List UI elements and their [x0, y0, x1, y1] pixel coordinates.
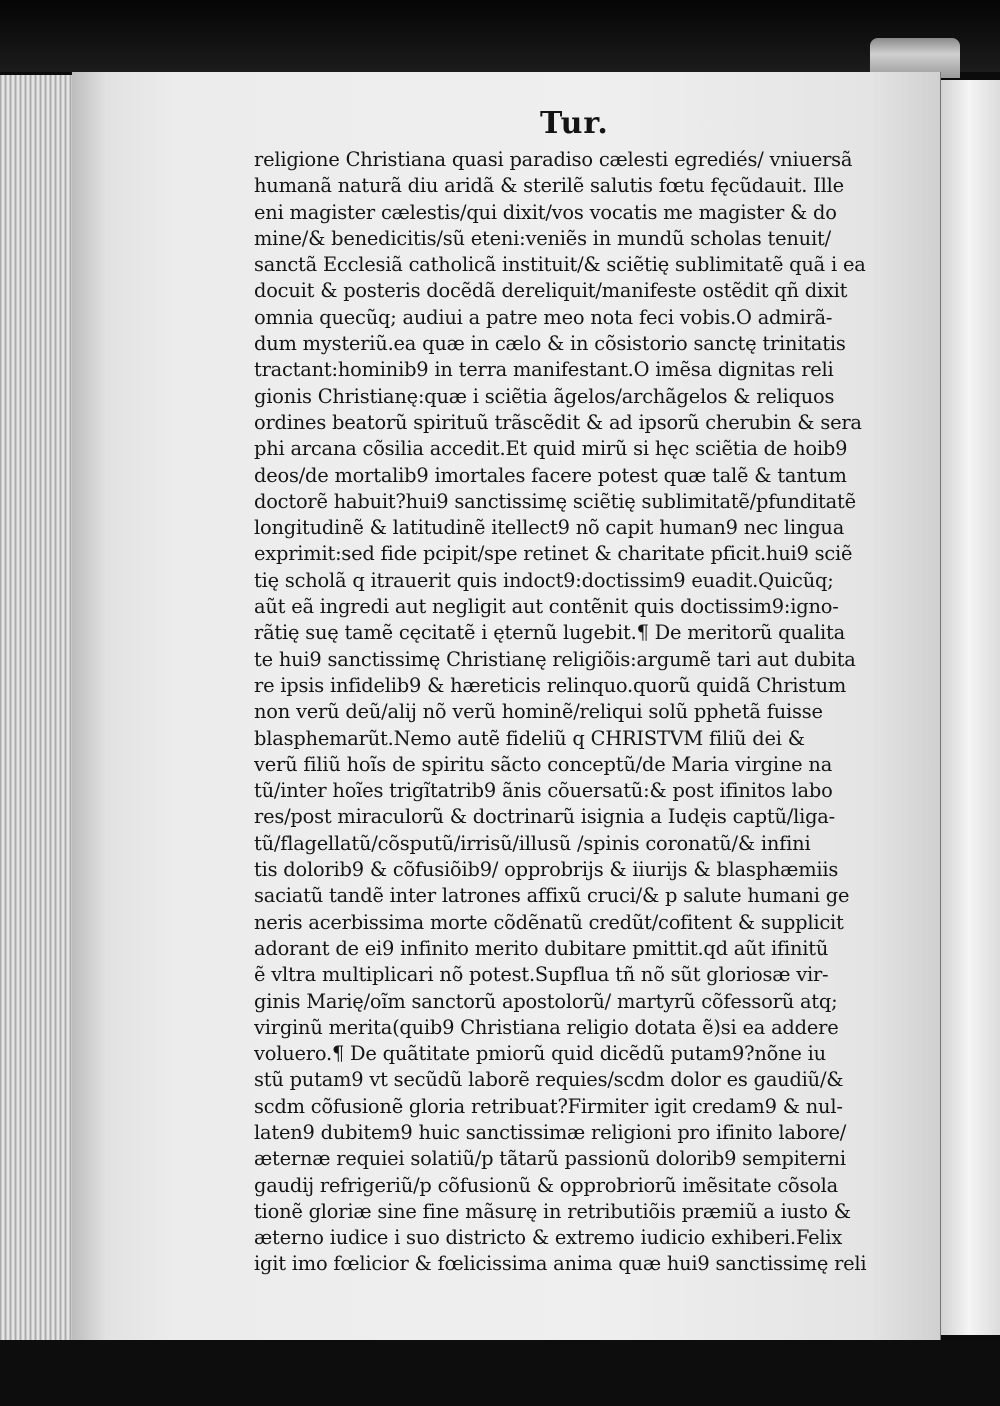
text-line: longitudinẽ & latitudinẽ itellect9 nõ capit human9 nec lingua	[254, 516, 845, 540]
facing-leaf-edge	[938, 80, 1000, 1335]
text-line: re ipsis infidelib9 & hæreticis relinquo.quorũ quidã Christum	[254, 673, 847, 697]
text-line: adorant de ei9 infinito merito dubitare pmittit.qd aũt ifinitũ	[254, 936, 829, 960]
text-line: saciatũ tandẽ inter latrones affixũ cruci/& p salute humani ge	[254, 884, 850, 908]
text-line: tis dolorib9 & cõfusiõib9/ opprobrijs & iiurijs & blasphæmiis	[254, 858, 839, 882]
text-line: sanctã Ecclesiã catholicã instituit/& sciẽtię sublimitatẽ quã i ea	[254, 253, 866, 277]
text-line: tię scholã q itrauerit quis indoct9:doctissim9 euadit.Quicũq;	[254, 568, 834, 592]
text-line: ẽ vltra multiplicari nõ potest.Supflua tñ nõ sũt gloriosæ vir-	[254, 963, 829, 987]
text-line: eni magister cælestis/qui dixit/vos vocatis me magister & do	[254, 200, 837, 224]
text-line: tũ/inter hoĩes trigĩtatrib9 ãnis cõuersatũ:& post ifinitos labo	[254, 779, 833, 803]
text-line: religione Christiana quasi paradiso cælesti egrediés/ vniuersã	[254, 148, 853, 171]
text-line: æterno iudice i suo districto & extremo iudicio exhiberi.Felix	[254, 1226, 843, 1250]
text-line: virginũ merita(quib9 Christiana religio dotata ẽ)si ea addere	[254, 1015, 839, 1039]
text-line: æternæ requiei solatiũ/p tãtarũ passionũ dolorib9 sempiterni	[254, 1147, 846, 1171]
text-line: igit imo fœlicior & fœlicissima anima quæ hui9 sanctissimę reli	[254, 1252, 867, 1276]
text-line: tractant:hominib9 in terra manifestant.O imẽsa dignitas reli	[254, 358, 834, 382]
text-line: doctorẽ habuit?hui9 sanctissimę sciẽtię sublimitatẽ/pfunditatẽ	[254, 489, 856, 513]
text-line: humanã naturã diu aridã & sterilẽ salutis fœtu fęcũdauit. Ille	[254, 174, 844, 198]
text-line: verũ filiũ hoĩs de spiritu sãcto conceptũ/de Maria virgine na	[254, 752, 833, 776]
text-line: voluero.¶ De quãtitate pmiorũ quid dicẽdũ putam9?nõne iu	[254, 1042, 826, 1066]
text-line: tionẽ gloriæ sine fine mãsurę in retributiõis præmiũ a iusto &	[254, 1199, 851, 1223]
text-line: gaudij refrigeriũ/p cõfusionũ & opprobriorũ imẽsitate cõsola	[254, 1173, 839, 1197]
text-line: rãtię suę tamẽ cęcitatẽ i ęternũ lugebit.¶ De meritorũ qualita	[254, 621, 845, 645]
text-line: omnia quecũq; audiui a patre meo nota feci vobis.O admirã-	[254, 305, 833, 329]
top-binding-shadow	[0, 0, 1000, 72]
text-line: aũt eã ingredi aut negligit aut contẽnit quis doctissim9:igno-	[254, 595, 839, 619]
running-head: Tur.	[540, 106, 609, 141]
text-line: phi arcana cõsilia accedit.Et quid mirũ si hęc sciẽtia de hoib9	[254, 437, 848, 461]
text-line: scdm cõfusionẽ gloria retribuat?Firmiter igit credam9 & nul-	[254, 1094, 843, 1118]
text-line: laten9 dubitem9 huic sanctissimæ religioni pro ifinito labore/	[254, 1120, 847, 1144]
text-line: exprimit:sed fide pcipit/spe retinet & charitate pficit.hui9 sciẽ	[254, 542, 853, 566]
text-line: mine/& benedicitis/sũ eteni:veniẽs in mundũ scholas tenuit/	[254, 226, 831, 250]
text-line: blasphemarũt.Nemo autẽ fideliũ q CHRISTVM filiũ dei &	[254, 726, 805, 750]
text-line: res/post miraculorũ & doctrinarũ isignia a Iudęis captũ/liga-	[254, 805, 836, 829]
text-line: docuit & posteris docẽdã dereliquit/manifeste ostẽdit qñ dixit	[254, 279, 848, 303]
text-line: ginis Marię/oĩm sanctorũ apostolorũ/ martyrũ cõfessorũ atq;	[254, 989, 838, 1013]
body-text	[254, 147, 894, 1278]
text-line: dum mysteriũ.ea quæ in cælo & in cõsistorio sanctę trinitatis	[254, 332, 846, 356]
text-line: gionis Christianę:quæ i sciẽtia ãgelos/archãgelos & reliquos	[254, 384, 835, 408]
text-line: stũ putam9 vt secũdũ laborẽ requies/scdm dolor es gaudiũ/&	[254, 1068, 844, 1092]
text-line: non verũ deũ/alij nõ verũ hominẽ/reliqui solũ pphetã fuisse	[254, 700, 823, 724]
text-line: te hui9 sanctissimę Christianę religiõis:argumẽ tari aut dubita	[254, 647, 856, 671]
text-line: deos/de mortalib9 imortales facere potest quæ talẽ & tantum	[254, 463, 847, 487]
text-line: ordines beatorũ spirituũ trãscẽdit & ad ipsorũ cherubin & sera	[254, 410, 862, 434]
page-edges-left	[0, 75, 74, 1355]
bottom-shadow	[0, 1340, 1000, 1406]
text-line: neris acerbissima morte cõdẽnatũ credũt/cofitent & supplicit	[254, 910, 844, 934]
text-line: tũ/flagellatũ/cõsputũ/irrisũ/illusũ /spinis coronatũ/& infini	[254, 831, 811, 855]
